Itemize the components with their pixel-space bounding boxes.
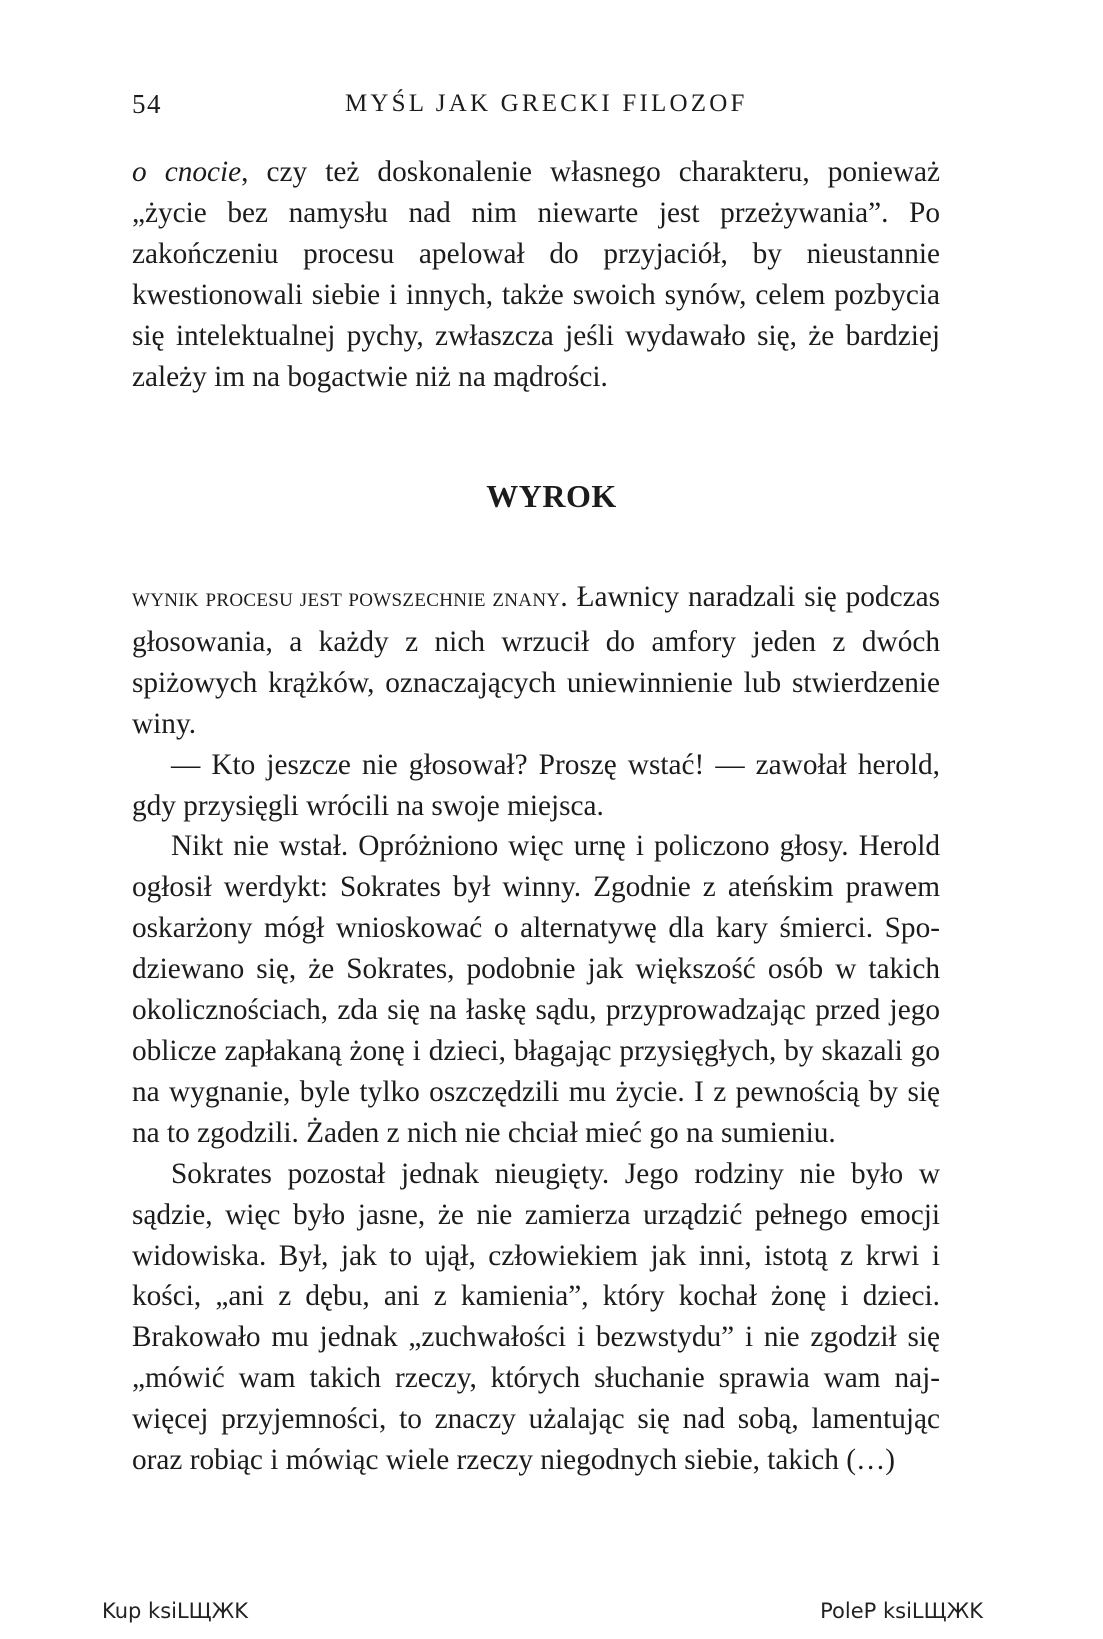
italic-book-title: o cnocie <box>132 156 242 188</box>
intro-paragraph <box>132 152 940 397</box>
body-paragraph-1 <box>132 577 940 745</box>
small-caps-lead: WYNIK PROCESU JEST POWSZECHNIE ZNANY <box>132 590 561 611</box>
running-head <box>0 84 1103 124</box>
book-title: MYŚL JAK GRECKI FILOZOF <box>345 90 748 117</box>
intro-paragraph-body: , czy też doskonalenie własnego charakteru, ponieważ „życie bez namysłu nad nim niewarte jest przeżywania”. Po zakończeniu procesu apelował do przyjaciół, by nieustannie kwestionowali siebie i innych, także swoich synów, celem pozbycia się intelektualnej pychy, zwłaszcza jeśli wydawało się, że bardziej zależy im na bogactwie niż na mądrości. <box>132 156 940 393</box>
body-paragraph-1-text: . Ławnicy naradzali się podczas głosowania, a każdy z nich wrzucił do amfory jeden z dwóch spiżowych krążków, oznaczających uniewinnienie lub stwierdzenie winy. <box>132 581 940 740</box>
recommend-book-link[interactable]: PoleP ksiLЩЖK <box>820 1599 983 1623</box>
body-paragraph-4: Sokrates pozostał jednak nieugięty. Jego rodziny nie było w sądzie, więc było jasne, że nie zamierza urządzić pełnego emocji widowiska. Był, jak to ujął, człowiekiem jak inni, istotą z krwi i kości, „ani z dębu, ani z kamienia”, który kochał żonę i dzieci. Brakowało mu jednak „zuchwałości i bezwstydu” i nie zgodził się „mówić wam takich rzeczy, których słuchanie sprawia wam najwięcej przyjemności, to znaczy użalając się nad sobą, lamentując oraz robiąc i mówiąc wiele rzeczy niegodnych siebie, takich (…) <box>132 1157 940 1477</box>
body-paragraph-3: Nikt nie wstał. Opróżniono więc urnę i policzono głosy. Herold ogłosił werdykt: Sokrates był winny. Zgodnie z ateńskim prawem oskarżony mógł wnioskować o alternatywę dla kary śmierci. Spodziewano się, że Sokrates, podobnie jak większość osób w takich okolicznościach, zda się na łaskę sądu, przyprowadzając przed jego oblicze zapłakaną żonę i dzieci, błagając przysięgłych, by skazali go na wygnanie, byle tylko oszczędzili mu życie. I z pewnością by się na to zgodzili. Żaden z nich nie chciał mieć go na sumieniu. <box>132 830 940 1149</box>
section-body <box>132 577 940 1481</box>
buy-book-link[interactable]: Kup ksiLЩЖK <box>102 1599 249 1623</box>
page-number: 54 <box>132 89 162 119</box>
intro-paragraph-text <box>132 152 940 397</box>
body-paragraph-2: — Kto jeszcze nie głosował? Proszę wstać! — zawołał herold, gdy przysięgli wrócili na swoje miejsca. <box>132 748 940 822</box>
section-heading: WYROK <box>486 478 617 514</box>
